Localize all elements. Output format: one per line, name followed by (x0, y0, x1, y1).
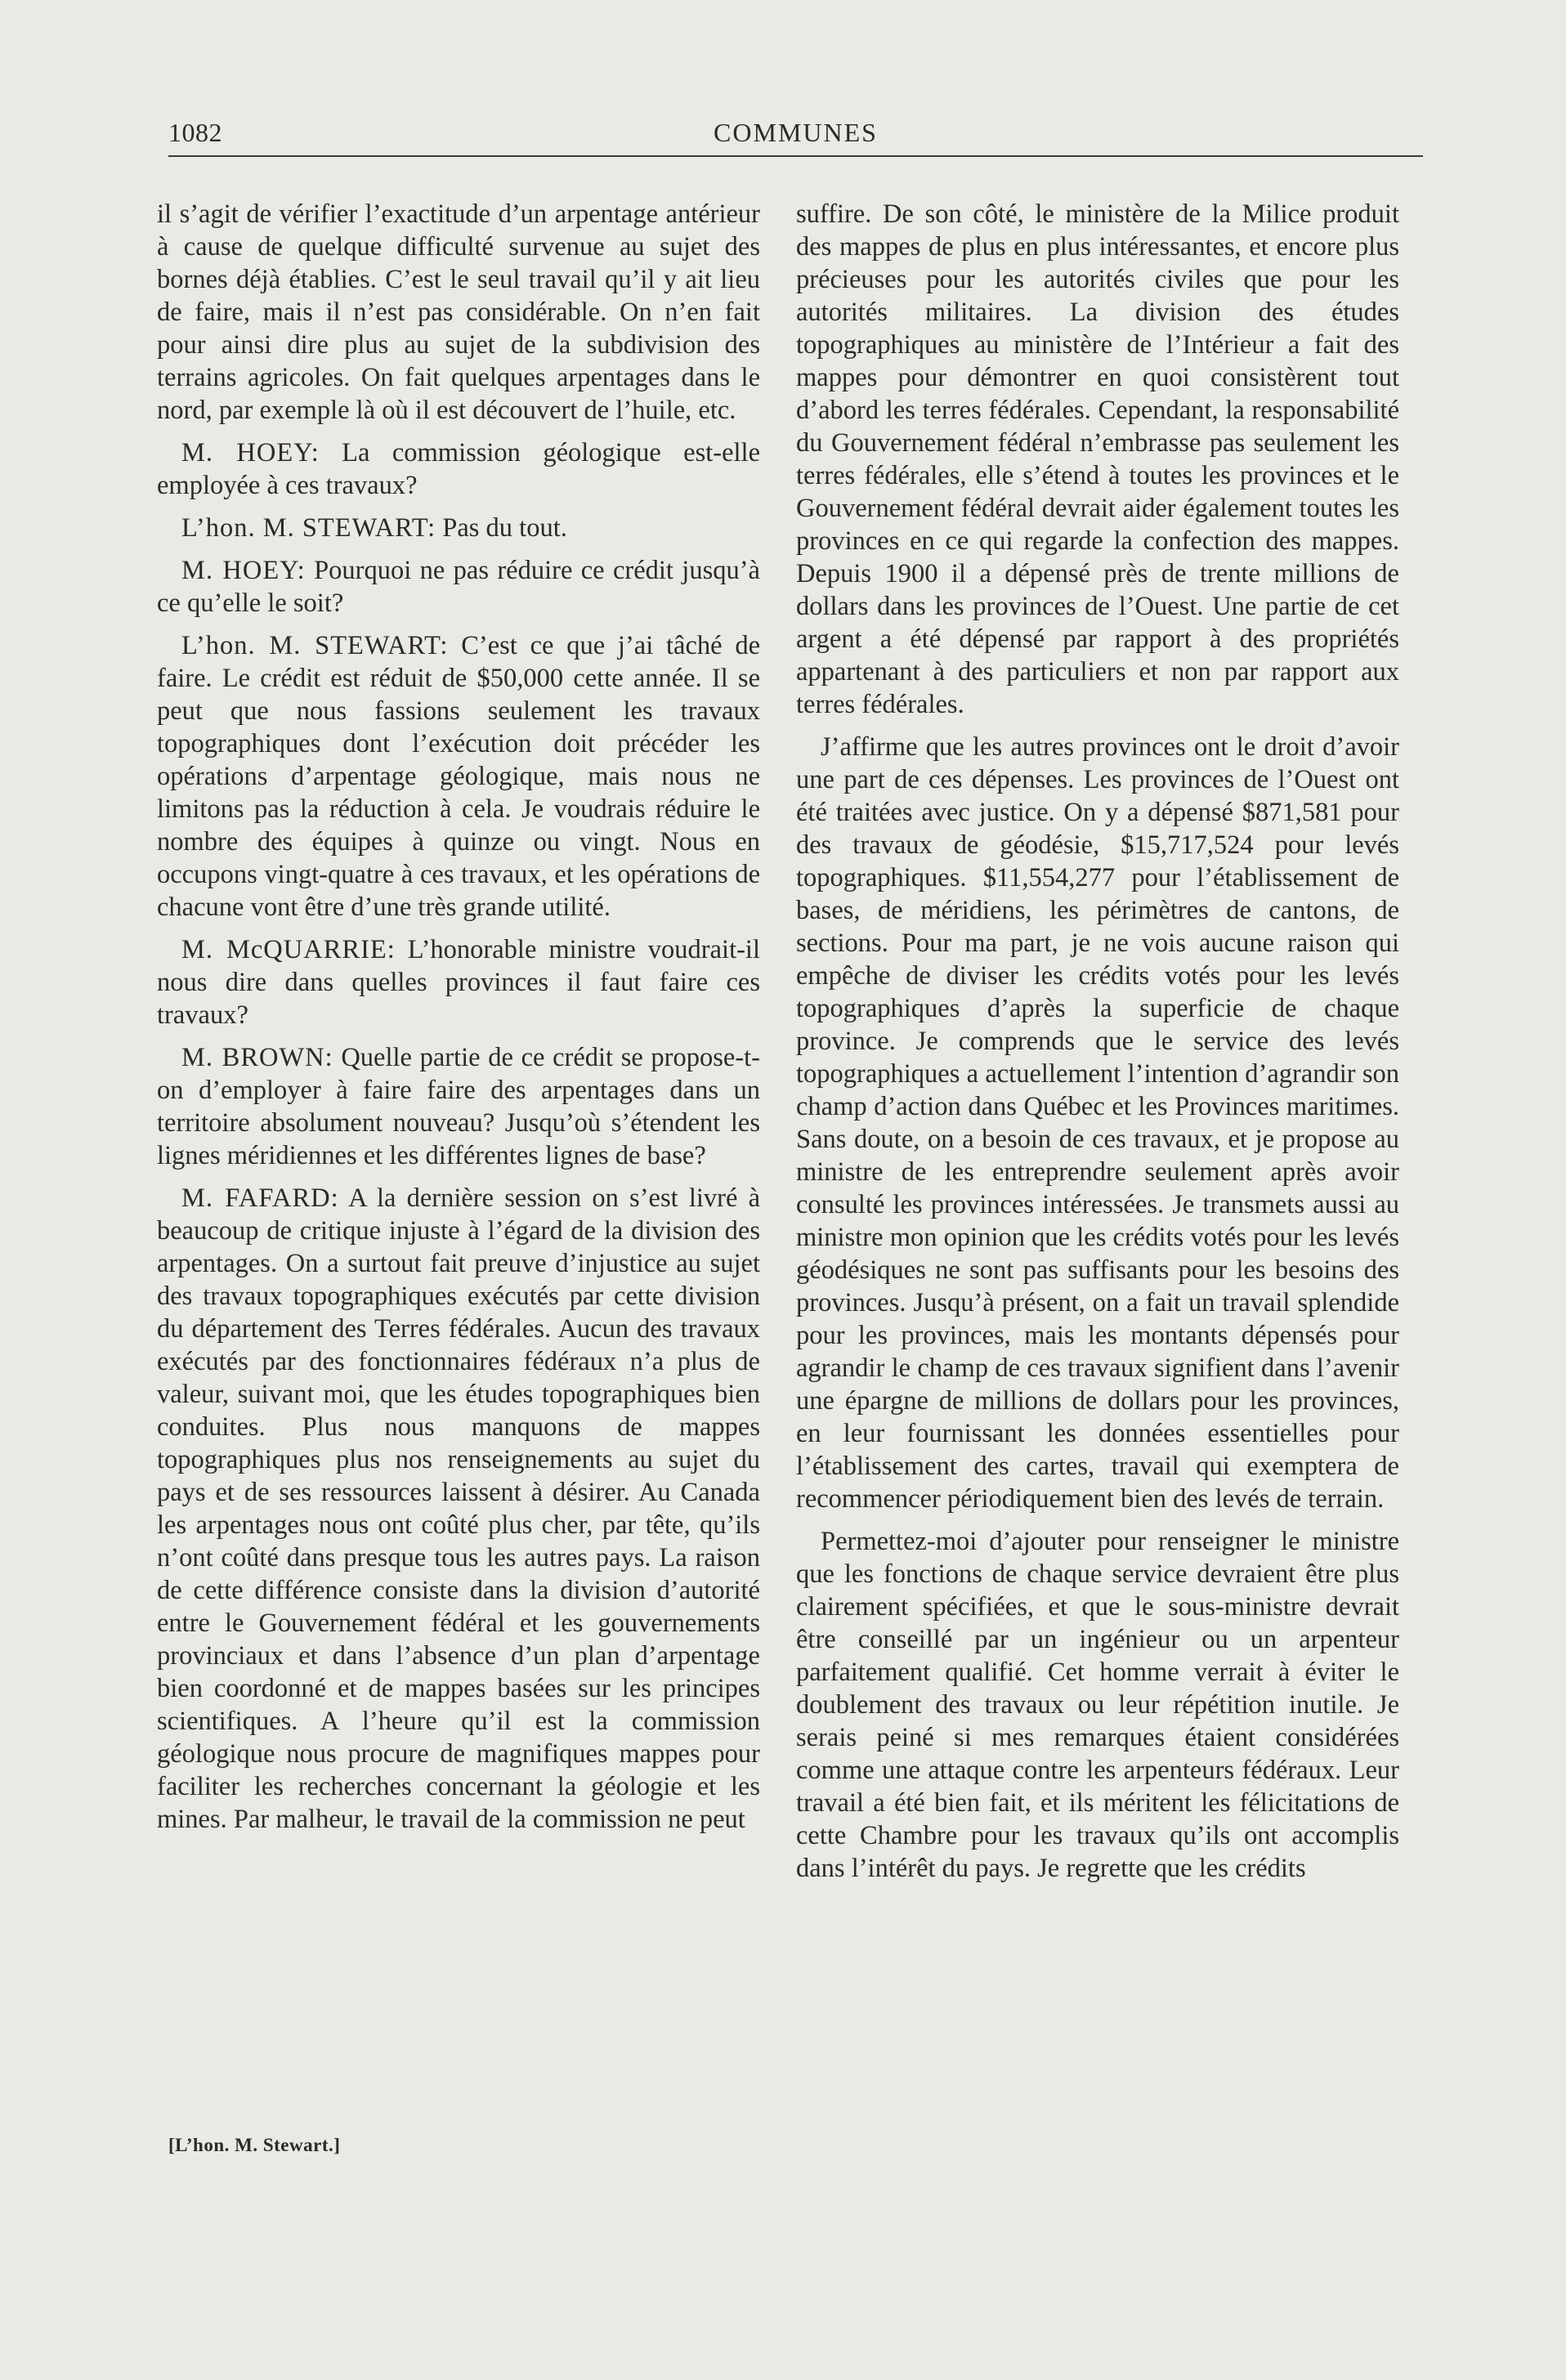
speech-text: L’honorable ministre voudrait-il nous dire dans quelles provinces il faut faire ces travaux? (157, 935, 760, 1030)
paragraph: suffire. De son côté, le ministère de la Milice produit des mappes de plus en plus intéressantes, et encore plus précieuses pour les autorités civiles que pour les autorités militaires. La division des études topographiques au ministère de l’Intérieur a fait des mappes pour démontrer en quoi consistèrent tout d’abord les terres fédérales. Cependant, la responsabilité du Gouvernement fédéral n’embrasse pas seulement les terres fédérales, elle s’étend à toutes les provinces et le Gouvernement fédéral devrait aider également toutes les provinces en ce qui regarde la confection des mappes. Depuis 1900 il a dépensé près de trente millions de dollars dans les provinces de l’Ouest. Une partie de cet argent a été dépensé par rapport à des propriétés appartenant à des particuliers et non par rapport aux terres fédérales. (796, 199, 1399, 719)
speaker-name: L’hon. M. STEWART: (181, 631, 449, 660)
right-column (796, 198, 1399, 1895)
speech-text: A la dernière session on s’est livré à beaucoup de critique injuste à l’égard de la division des arpentages. On a surtout fait preuve d’injustice au sujet des travaux topographiques exécutés par cette division du département des Terres fédérales. Aucun des travaux exécutés par des fonctionnaires fédéraux n’a plus de valeur, suivant moi, que les études topographiques bien conduites. Plus nous manquons de mappes topographiques plus nos renseignements au sujet du pays et de ses ressources laissent à désirer. Au Canada les arpentages nous ont coûté plus cher, par tête, qu’ils n’ont coûté dans presque tous les autres pays. La raison de cette différence consiste dans la division d’autorité entre le Gouvernement fédéral et les gouvernements provinciaux et dans l’absence d’un plan d’arpentage bien coordonné et de mappes basées sur les principes scientifiques. A l’heure qu’il est la commission géologique nous procure de magnifiques mappes pour faciliter les recherches concernant la géologie et les mines. Par malheur, le travail de la commission ne peut (157, 1183, 760, 1834)
speaker-name: L’hon. M. STEWART: (181, 513, 436, 543)
paragraph (157, 512, 760, 544)
speech-text: Pourquoi ne pas réduire ce crédit jusqu’à ce qu’elle le soit? (157, 556, 760, 618)
paragraph (157, 1041, 760, 1172)
speech-text: Quelle partie de ce crédit se propose-t-on d’employer à faire faire des arpentages dans un territoire absolument nouveau? Jusqu’où s’étendent les lignes méridiennes et les différentes lignes de base? (157, 1043, 761, 1170)
paragraph (157, 1182, 760, 1836)
speaker-name: M. BROWN: (181, 1043, 333, 1072)
speaker-name: M. HOEY: (181, 556, 306, 585)
paragraph: il s’agit de vérifier l’exactitude d’un arpentage antérieur à cause de quelque difficulté survenue au sujet des bornes déjà établies. C’est le seul travail qu’il y ait lieu de faire, mais il n’est pas considérable. On n’en fait pour ainsi dire plus au sujet de la subdivision des terrains agricoles. On fait quelques arpentages dans le nord, par exemple là où il est découvert de l’huile, etc. (157, 199, 760, 425)
speech-text: C’est ce que j’ai tâché de faire. Le crédit est réduit de $50,000 cette année. Il se peut que nous fassions seulement les travaux topographiques dont l’exécution doit précéder les opérations d’arpentage géologique, mais nous ne limitons pas la réduction à cela. Je voudrais réduire le nombre des équipes à quinze ou vingt. Nous en occupons vingt-quatre à ces travaux, et les opérations de chacune vont être d’une très grande utilité. (157, 631, 760, 922)
speaker-name: M. HOEY: (181, 438, 320, 468)
left-column (157, 198, 760, 1845)
speaker-name: M. McQUARRIE: (181, 935, 396, 964)
paragraph (157, 933, 760, 1031)
header-rule (168, 155, 1423, 157)
page-number: 1082 (168, 118, 222, 147)
paragraph: Permettez-moi d’ajouter pour renseigner le ministre que les fonctions de chaque service devraient être plus clairement spécifiées, et que le sous-ministre devrait être conseillé par un ingénieur ou un arpenteur parfaitement qualifié. Cet homme verrait à éviter le doublement des travaux ou leur répétition inutile. Je serais peiné si mes remarques étaient considérées comme une attaque contre les arpenteurs fédéraux. Leur travail a été bien fait, et ils méritent les félicitations de cette Chambre pour les travaux qu’ils ont accomplis dans l’intérêt du pays. Je regrette que les crédits (796, 1527, 1399, 1883)
speech-text: Pas du tout. (436, 513, 567, 543)
speaker-name: M. FAFARD: (181, 1183, 339, 1213)
paragraph: J’affirme que les autres provinces ont le droit d’avoir une part de ces dépenses. Les provinces de l’Ouest ont été traitées avec justice. On y a dépensé $871,581 pour des travaux de géodésie, $15,717,524 pour levés topographiques. $11,554,277 pour l’établissement de bases, de méridiens, les périmètres de cantons, de sections. Pour ma part, je ne vois aucune raison qui empêche de diviser les crédits votés pour les levés topographiques d’après la superficie de chaque province. Je comprends que le service des levés topographiques a actuellement l’intention d’agrandir son champ d’action dans Québec et les Provinces maritimes. Sans doute, on a besoin de ces travaux, et je propose au ministre de les entreprendre seulement après avoir consulté les provinces intéressées. Je transmets aussi au ministre mon opinion que les crédits votés pour les levés géodésiques ne sont pas suffisants pour les besoins des provinces. Jusqu’à présent, on a fait un travail splendide pour les provinces, mais les montants dépensés pour agrandir le champ de ces travaux signifient dans l’avenir une épargne de millions de dollars pour les provinces, en leur fournissant les données essentielles pour l’établissement des cartes, travail qui exemptera de recommencer périodiquement bien des levés de terrain. (796, 732, 1399, 1514)
speaker-footnote: [L’hon. M. Stewart.] (168, 2135, 341, 2155)
running-head: COMMUNES (714, 118, 878, 147)
page-header (168, 114, 1423, 150)
paragraph (157, 554, 760, 620)
paragraph (157, 436, 760, 502)
paragraph (157, 629, 760, 924)
speech-text: La commission géologique est-elle employée à ces travaux? (157, 438, 760, 500)
